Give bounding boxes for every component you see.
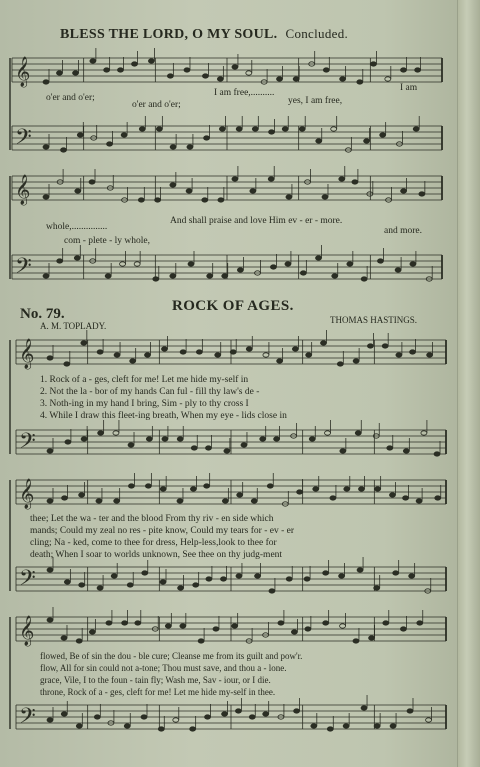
note-head — [396, 353, 402, 357]
note-head — [190, 727, 196, 731]
note-head — [76, 639, 82, 643]
note-head — [435, 496, 441, 500]
note-head — [43, 274, 49, 278]
note-head — [124, 724, 130, 728]
note-head — [47, 568, 53, 572]
note-head — [141, 715, 147, 719]
note-head — [79, 583, 85, 587]
treble-staff — [12, 48, 442, 88]
composer: THOMAS HASTINGS. — [330, 315, 418, 325]
note-head — [337, 362, 343, 366]
bass-staff — [12, 245, 442, 284]
verse-line: 1. Rock of a - ges, cleft for me! Let me hide my-self in — [40, 375, 249, 385]
note-head — [282, 127, 288, 131]
note-head — [250, 189, 256, 193]
note-head — [403, 496, 409, 500]
note-head — [246, 347, 252, 351]
hymn-number: No. 79. — [20, 306, 65, 322]
note-head — [364, 139, 370, 143]
lyric-line: and more. — [384, 226, 422, 236]
verse-line: mands; Could my zeal no res - pite know, Could my tears for - ev - er — [30, 526, 295, 536]
note-head — [120, 262, 126, 266]
bass-clef-icon: 𝄢 — [19, 566, 36, 596]
note-head — [47, 718, 53, 722]
note-head — [117, 68, 123, 72]
note-head — [180, 350, 186, 354]
note-head — [268, 177, 274, 181]
note-head — [361, 277, 367, 281]
note-head — [427, 353, 433, 357]
verse-line: 3. Noth-ing in my hand I bring, Sim - ply to thy cross I — [40, 399, 249, 409]
note-head — [322, 195, 328, 199]
note-head — [74, 256, 80, 260]
lyric-line: yes, I am free, — [288, 96, 343, 106]
note-head — [393, 571, 399, 575]
note-head — [204, 136, 210, 140]
note-head — [219, 127, 225, 131]
note-head — [311, 724, 317, 728]
note-head — [235, 709, 241, 713]
author: A. M. TOPLADY. — [40, 321, 107, 331]
note-head — [162, 437, 168, 441]
note-head — [186, 189, 192, 193]
lyric-line: whole,............... — [46, 222, 108, 232]
note-head — [187, 145, 193, 149]
note-head — [375, 487, 381, 491]
bass-staff — [16, 695, 446, 734]
note-head — [358, 487, 364, 491]
note-head — [380, 133, 386, 137]
note-head — [361, 706, 367, 710]
note-head — [269, 589, 275, 593]
note-head — [130, 359, 136, 363]
note-head — [153, 277, 159, 281]
lyric-line: And shall praise and love Him ev - er - more. — [170, 216, 343, 226]
note-head — [323, 621, 329, 625]
note-head — [401, 189, 407, 193]
note-head — [269, 130, 275, 134]
note-head — [416, 499, 422, 503]
note-head — [285, 262, 291, 266]
note-head — [236, 127, 242, 131]
note-head — [167, 74, 173, 78]
note-head — [343, 724, 349, 728]
note-head — [286, 577, 292, 581]
note-head — [355, 431, 361, 435]
note-head — [165, 624, 171, 628]
note-head — [202, 198, 208, 202]
note-head — [160, 580, 166, 584]
bass-staff — [12, 116, 442, 155]
note-head — [237, 268, 243, 272]
note-head — [325, 431, 331, 435]
note-head — [297, 490, 303, 494]
verse-line: thee; Let the wa - ter and the blood From thy riv - en side which — [30, 514, 274, 524]
note-head — [64, 362, 70, 366]
note-head — [332, 274, 338, 278]
note-head — [47, 618, 53, 622]
note-head — [217, 77, 223, 81]
note-head — [331, 127, 337, 131]
note-head — [410, 262, 416, 266]
note-head — [413, 127, 419, 131]
note-head — [64, 580, 70, 584]
note-head — [57, 259, 63, 263]
note-head — [340, 77, 346, 81]
note-head — [161, 347, 167, 351]
treble-clef-icon: 𝄞 — [15, 57, 31, 87]
note-head — [65, 440, 71, 444]
note-head — [377, 259, 383, 263]
note-head — [47, 356, 53, 360]
treble-staff — [16, 473, 446, 510]
note-head — [421, 431, 427, 435]
note-head — [382, 344, 388, 348]
note-head — [81, 437, 87, 441]
note-head — [173, 718, 179, 722]
note-head — [357, 568, 363, 572]
note-head — [107, 142, 113, 146]
note-head — [400, 627, 406, 631]
note-head — [385, 77, 391, 81]
bass-clef-icon: 𝄢 — [15, 254, 32, 284]
note-head — [75, 189, 81, 193]
note-head — [263, 712, 269, 716]
bass-clef-icon: 𝄢 — [15, 125, 32, 155]
note-head — [177, 499, 183, 503]
note-head — [347, 262, 353, 266]
note-head — [135, 621, 141, 625]
note-head — [255, 574, 261, 578]
note-head — [249, 715, 255, 719]
note-head — [291, 630, 297, 634]
note-head — [353, 639, 359, 643]
note-head — [252, 127, 258, 131]
note-head — [367, 344, 373, 348]
note-head — [232, 624, 238, 628]
note-head — [232, 177, 238, 181]
note-head — [374, 724, 380, 728]
note-head — [220, 577, 226, 581]
note-head — [193, 583, 199, 587]
note-head — [305, 627, 311, 631]
note-head — [121, 133, 127, 137]
note-head — [313, 487, 319, 491]
note-head — [286, 195, 292, 199]
note-head — [246, 71, 252, 75]
note-head — [170, 183, 176, 187]
note-head — [76, 724, 82, 728]
treble-staff — [16, 330, 446, 370]
note-head — [316, 256, 322, 260]
note-head — [47, 499, 53, 503]
treble-staff — [16, 607, 446, 647]
note-head — [98, 431, 104, 435]
note-head — [339, 177, 345, 181]
note-head — [370, 62, 376, 66]
note-head — [277, 359, 283, 363]
note-head — [434, 452, 440, 456]
note-head — [158, 727, 164, 731]
note-head — [89, 630, 95, 634]
note-head — [410, 350, 416, 354]
note-head — [81, 341, 87, 345]
note-head — [251, 499, 257, 503]
note-head — [232, 65, 238, 69]
note-head — [104, 68, 110, 72]
note-head — [344, 487, 350, 491]
verse-line: 2. Not the la - bor of my hands Can ful - fill thy law's de - — [40, 387, 260, 397]
note-head — [56, 71, 62, 75]
note-head — [304, 577, 310, 581]
note-head — [62, 496, 68, 500]
note-head — [357, 80, 363, 84]
note-head — [106, 621, 112, 625]
note-head — [61, 636, 67, 640]
note-head — [237, 493, 243, 497]
note-head — [94, 715, 100, 719]
note-head — [146, 437, 152, 441]
note-head — [127, 583, 133, 587]
note-head — [277, 77, 283, 81]
lyric-line: o'er and o'er; — [132, 100, 181, 110]
note-head — [43, 145, 49, 149]
note-head — [205, 446, 211, 450]
note-head — [131, 62, 137, 66]
note-head — [43, 80, 49, 84]
note-head — [139, 127, 145, 131]
concluded-note: Concluded. — [285, 26, 349, 41]
note-head — [170, 274, 176, 278]
hymn-title: ROCK OF AGES. — [172, 298, 294, 314]
note-head — [138, 198, 144, 202]
note-head — [215, 353, 221, 357]
note-head — [207, 274, 213, 278]
note-head — [180, 624, 186, 628]
note-head — [339, 574, 345, 578]
note-head — [409, 574, 415, 578]
note-head — [270, 265, 276, 269]
note-head — [47, 449, 53, 453]
bass-clef-icon: 𝄢 — [19, 429, 36, 459]
note-head — [278, 621, 284, 625]
note-head — [96, 499, 102, 503]
note-head — [90, 59, 96, 63]
lyric-line: com - plete - ly whole, — [64, 236, 151, 246]
note-head — [299, 127, 305, 131]
note-head — [309, 437, 315, 441]
note-head — [417, 621, 423, 625]
verse-line: grace, Vile, I to the foun - tain fly; Wash me, Sav - iour, or I die. — [40, 675, 271, 685]
note-head — [236, 574, 242, 578]
note-head — [400, 68, 406, 72]
note-head — [222, 274, 228, 278]
note-head — [184, 68, 190, 72]
note-head — [294, 709, 300, 713]
verse-line: flowed, Be of sin the dou - ble cure; Cleanse me from its guilt and pow'r. — [40, 651, 303, 661]
note-head — [97, 586, 103, 590]
note-head — [274, 437, 280, 441]
note-head — [369, 636, 375, 640]
note-head — [122, 621, 128, 625]
note-head — [387, 446, 393, 450]
note-head — [222, 712, 228, 716]
note-head — [241, 443, 247, 447]
note-head — [330, 496, 336, 500]
treble-clef-icon: 𝄞 — [19, 616, 35, 646]
note-head — [43, 195, 49, 199]
note-head — [218, 198, 224, 202]
note-head — [191, 446, 197, 450]
note-head — [222, 499, 228, 503]
note-head — [340, 624, 346, 628]
note-head — [230, 350, 236, 354]
verse-line: throne, Rock of a - ges, cleft for me! Let me hide my-self in thee. — [40, 687, 276, 697]
bass-staff — [16, 420, 446, 459]
bass-clef-icon: 𝄢 — [19, 704, 36, 734]
note-head — [190, 487, 196, 491]
note-head — [300, 271, 306, 275]
note-head — [213, 627, 219, 631]
lyric-line: I am — [400, 83, 418, 93]
note-head — [198, 639, 204, 643]
treble-staff — [12, 166, 442, 206]
note-head — [79, 493, 85, 497]
note-head — [260, 437, 266, 441]
note-head — [155, 198, 161, 202]
note-head — [426, 718, 432, 722]
note-head — [205, 715, 211, 719]
note-head — [403, 449, 409, 453]
note-head — [105, 274, 111, 278]
note-head — [353, 359, 359, 363]
note-head — [395, 268, 401, 272]
note-head — [188, 262, 194, 266]
note-head — [323, 571, 329, 575]
note-head — [352, 180, 358, 184]
note-head — [419, 192, 425, 196]
bass-staff — [16, 557, 446, 596]
treble-clef-icon: 𝄞 — [19, 479, 35, 509]
note-head — [327, 727, 333, 731]
note-head — [389, 493, 395, 497]
note-head — [113, 431, 119, 435]
note-head — [89, 180, 95, 184]
note-head — [77, 133, 83, 137]
note-head — [323, 68, 329, 72]
note-head — [97, 350, 103, 354]
note-head — [267, 484, 273, 488]
note-head — [263, 353, 269, 357]
treble-clef-icon: 𝄞 — [15, 175, 31, 205]
hymn-title: BLESS THE LORD, O MY SOUL. Concluded. — [60, 26, 349, 42]
note-head — [178, 586, 184, 590]
verse-line: cling; Na - ked, come to thee for dress, Help-less,look to thee for — [30, 538, 277, 548]
note-head — [148, 59, 154, 63]
note-head — [196, 350, 202, 354]
note-head — [60, 148, 66, 152]
verse-line: death; When I soar to worlds unknown, See thee on thy judg-ment — [30, 550, 283, 560]
note-head — [390, 724, 396, 728]
note-head — [407, 709, 413, 713]
note-head — [383, 621, 389, 625]
note-head — [206, 577, 212, 581]
note-head — [293, 77, 299, 81]
note-head — [177, 437, 183, 441]
note-head — [224, 449, 230, 453]
note-head — [316, 139, 322, 143]
note-head — [306, 353, 312, 357]
note-head — [320, 341, 326, 345]
note-head — [114, 499, 120, 503]
verse-line: 4. While I draw this fleet-ing breath, When my eye - lids close in — [40, 411, 287, 421]
note-head — [415, 68, 421, 72]
note-head — [128, 484, 134, 488]
note-head — [114, 353, 120, 357]
verse-line: flow, All for sin could not a-tone; Thou must save, and thou a - lone. — [40, 663, 287, 673]
note-head — [374, 586, 380, 590]
lyric-line: I am free,.......... — [214, 88, 275, 98]
note-head — [61, 712, 67, 716]
note-head — [144, 353, 150, 357]
note-head — [160, 487, 166, 491]
note-head — [145, 484, 151, 488]
note-head — [292, 347, 298, 351]
note-head — [170, 145, 176, 149]
note-head — [156, 127, 162, 131]
lyric-line: o'er and o'er; — [46, 93, 95, 103]
note-head — [73, 71, 79, 75]
note-head — [134, 262, 140, 266]
note-head — [202, 74, 208, 78]
note-head — [142, 571, 148, 575]
note-head — [204, 484, 210, 488]
note-head — [111, 574, 117, 578]
treble-clef-icon: 𝄞 — [19, 339, 35, 369]
note-head — [340, 449, 346, 453]
note-head — [128, 443, 134, 447]
